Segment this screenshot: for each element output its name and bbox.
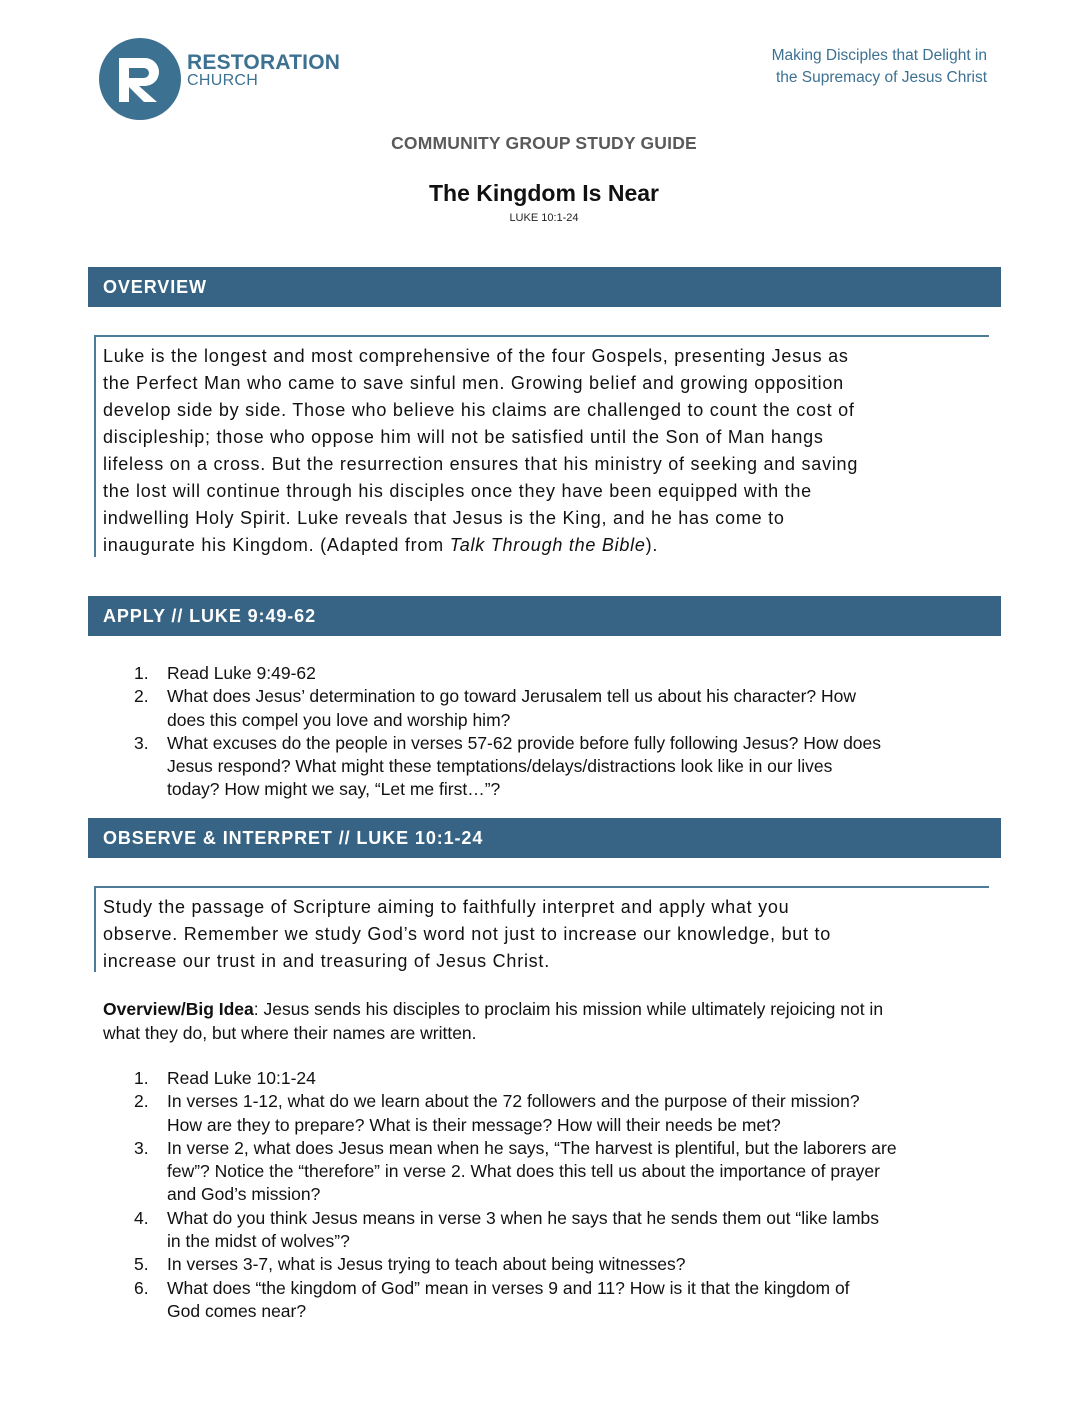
list-item	[134, 1277, 994, 1324]
list-item	[134, 662, 994, 685]
overview-last-start: inaugurate his Kingdom. (Adapted from	[103, 535, 450, 555]
list-item-line: What excuses do the people in verses 57-62 provide before fully following Jesus? How does	[167, 732, 882, 753]
apply-question-list	[134, 662, 994, 802]
big-idea-line-2: what they do, but where their names are written.	[103, 1023, 477, 1043]
overview-line-2: the Perfect Man who came to save sinful men. Growing belief and growing opposition	[103, 373, 844, 393]
overview-line-6: the lost will continue through his disciples once they have been equipped with the	[103, 481, 812, 501]
list-item-line: Jesus respond? What might these temptations/delays/distractions look like in our lives	[167, 756, 833, 777]
overview-line-8	[103, 532, 989, 559]
overview-line-4: discipleship; those who oppose him will not be satisfied until the Son of Man hangs	[103, 427, 824, 447]
list-item-line: today? How might we say, “Let me first…”?	[167, 779, 501, 800]
observe-callout	[94, 886, 989, 972]
list-number: 2.	[134, 1091, 149, 1112]
list-item	[134, 1090, 994, 1137]
scripture-reference: LUKE 10:1-24	[509, 212, 579, 224]
list-item	[134, 1137, 994, 1207]
guide-label: COMMUNITY GROUP STUDY GUIDE	[391, 133, 697, 153]
tagline-line-2: the Supremacy of Jesus Christ	[775, 69, 987, 86]
list-item-line: Read Luke 10:1-24	[167, 1068, 316, 1088]
list-item-line: and God’s mission?	[167, 1184, 321, 1205]
list-item-line: What does Jesus’ determination to go toward Jerusalem tell us about his character? How	[167, 686, 857, 707]
list-number: 2.	[134, 686, 149, 707]
overview-line-3: develop side by side. Those who believe his claims are challenged to count the cost of	[103, 400, 855, 420]
list-item-line: God comes near?	[167, 1300, 307, 1321]
list-item-line: In verse 2, what does Jesus mean when he says, “The harvest is plentiful, but the laborers are	[167, 1137, 897, 1158]
observe-heading-bar: OBSERVE & INTERPRET // LUKE 10:1-24	[88, 818, 1001, 858]
observe-intro-line-3: increase our trust in and treasuring of Jesus Christ.	[103, 951, 550, 971]
list-item-line: In verses 3-7, what is Jesus trying to teach about being witnesses?	[167, 1254, 686, 1275]
observe-question-list	[134, 1067, 994, 1323]
list-item-line: How are they to prepare? What is their message? How will their needs be met?	[167, 1114, 781, 1135]
list-number: 5.	[134, 1254, 149, 1275]
list-item-line: in the midst of wolves”?	[167, 1231, 350, 1252]
tagline	[772, 45, 987, 89]
list-item	[134, 1207, 994, 1254]
apply-heading-bar: APPLY // LUKE 9:49-62	[88, 596, 1001, 636]
big-idea-label: Overview/Big Idea	[103, 999, 254, 1019]
list-item	[134, 685, 994, 732]
brand-wordmark	[187, 52, 340, 89]
list-number: 1.	[134, 1068, 149, 1088]
big-idea-line-1	[103, 997, 993, 1021]
list-item-line: What do you think Jesus means in verse 3 when he says that he sends them out “like lambs	[167, 1207, 880, 1228]
list-item	[134, 732, 994, 802]
big-idea-text: : Jesus sends his disciples to proclaim his mission while ultimately rejoicing not in	[253, 999, 884, 1019]
list-item-line: Read Luke 9:49-62	[167, 663, 316, 683]
list-number: 6.	[134, 1277, 149, 1298]
list-item-line: In verses 1-12, what do we learn about the 72 followers and the purpose of their mission?	[167, 1091, 860, 1112]
overview-callout	[94, 335, 989, 557]
big-idea	[103, 997, 993, 1045]
list-item-line: does this compel you love and worship him?	[167, 709, 511, 730]
overview-last-end: ).	[645, 535, 659, 555]
overview-line-1: Luke is the longest and most comprehensive of the four Gospels, presenting Jesus as	[103, 346, 849, 366]
list-number: 3.	[134, 732, 149, 753]
list-number: 3.	[134, 1137, 149, 1158]
list-number: 4.	[134, 1207, 149, 1228]
brand-sub: CHURCH	[187, 72, 259, 89]
observe-intro-line-2: observe. Remember we study God’s word not just to increase our knowledge, but to	[103, 924, 832, 944]
list-number: 1.	[134, 663, 149, 683]
list-item	[134, 1253, 994, 1276]
brand-name: RESTORATION	[187, 51, 341, 74]
restoration-r-logo-icon	[99, 38, 181, 120]
list-item	[134, 1067, 994, 1090]
list-item-line: What does “the kingdom of God” mean in verses 9 and 11? How is it that the kingdom of	[167, 1277, 850, 1298]
book-title: Talk Through the Bible	[449, 535, 646, 555]
overview-heading-bar: OVERVIEW	[88, 267, 1001, 307]
overview-line-5: lifeless on a cross. But the resurrection ensures that his ministry of seeking and saving	[103, 454, 859, 474]
tagline-line-1: Making Disciples that Delight in	[771, 47, 987, 64]
observe-intro-line-1: Study the passage of Scripture aiming to faithfully interpret and apply what you	[103, 897, 790, 917]
page-title: The Kingdom Is Near	[428, 180, 660, 206]
overview-line-7: indwelling Holy Spirit. Luke reveals that Jesus is the King, and he has come to	[103, 508, 785, 528]
list-item-line: few”? Notice the “therefore” in verse 2. What does this tell us about the importance of prayer	[167, 1161, 880, 1182]
